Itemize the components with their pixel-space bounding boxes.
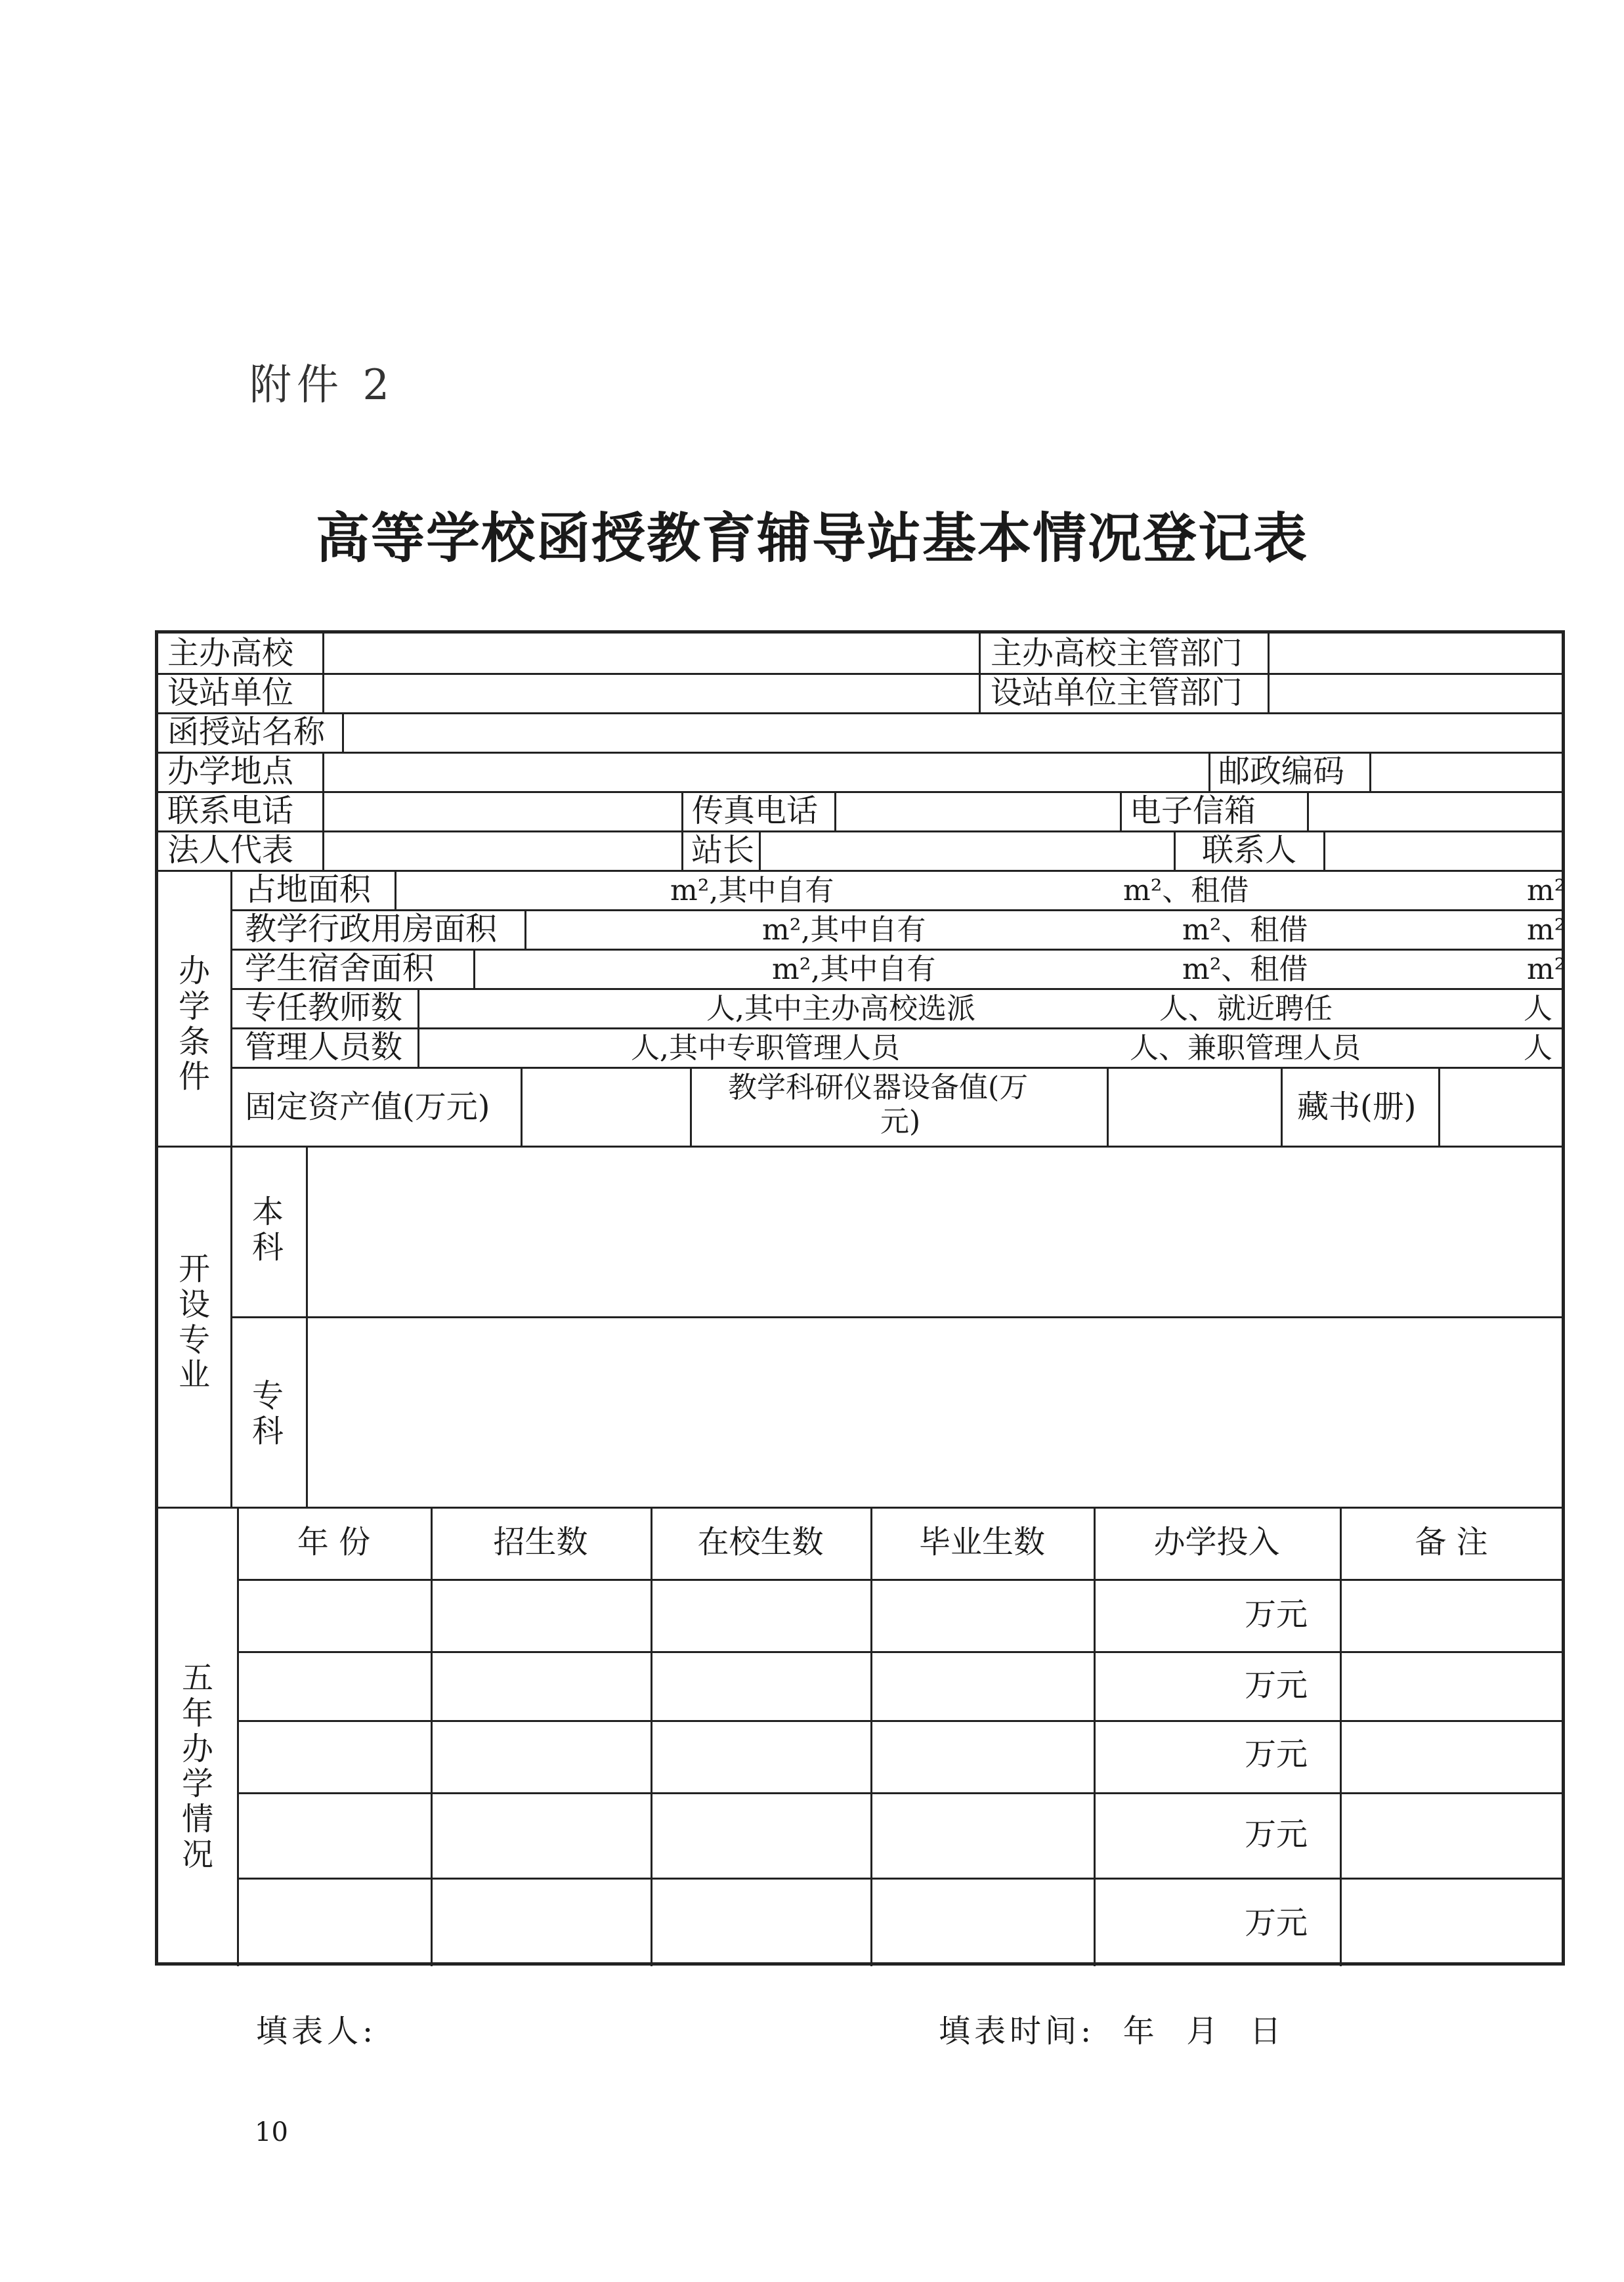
label-books: 藏书(册) — [1297, 1088, 1417, 1125]
unit-managers-full: 人,其中专职管理人员 — [631, 1031, 900, 1065]
label-undergrad: 本科 — [251, 1194, 284, 1266]
attachment-label: 附件 2 — [249, 361, 395, 410]
unit-own: m²,其中自有 — [670, 874, 834, 907]
col-remarks: 备 注 — [1415, 1524, 1488, 1561]
unit-wanyuan: 万元 — [1245, 1667, 1308, 1704]
col-students: 在校生数 — [697, 1524, 824, 1561]
unit-own: m²,其中自有 — [772, 953, 936, 986]
label-equipment-line2: 元) — [880, 1105, 921, 1138]
unit-rent: m²、租借 — [1123, 874, 1249, 907]
label-equipment-line1: 教学科研仪器设备值(万 — [728, 1071, 1029, 1104]
unit-teachers-local: 人、就近聘任 — [1159, 992, 1333, 1025]
col-enrollment: 招生数 — [493, 1524, 588, 1561]
unit-wanyuan: 万元 — [1245, 1816, 1308, 1853]
unit-wanyuan: 万元 — [1245, 1596, 1308, 1633]
label-postcode: 邮政编码 — [1218, 753, 1345, 790]
label-station-unit: 设站单位 — [167, 674, 294, 711]
label-email: 电子信箱 — [1130, 792, 1256, 829]
section-five-years: 五年办学情况 — [181, 1660, 213, 1873]
footer-time: 填表时间: 年 月 日 — [939, 2013, 1285, 2050]
label-managers: 管理人员数 — [245, 1029, 403, 1066]
unit-m2: m² — [1527, 874, 1566, 907]
unit-person: 人 — [1524, 992, 1552, 1025]
unit-managers-part: 人、兼职管理人员 — [1130, 1031, 1361, 1065]
unit-rent: m²、租借 — [1182, 953, 1308, 986]
label-teachers: 专任教师数 — [245, 989, 403, 1026]
unit-m2: m² — [1527, 953, 1566, 986]
label-address: 办学地点 — [167, 753, 294, 790]
label-host-school: 主办高校 — [167, 635, 294, 672]
col-graduates: 毕业生数 — [918, 1524, 1045, 1561]
form-title: 高等学校函授教育辅导站基本情况登记表 — [315, 507, 1308, 570]
footer-filler: 填表人: — [256, 2013, 377, 2050]
unit-m2: m² — [1527, 913, 1566, 947]
registration-table — [155, 630, 1565, 1966]
label-contact: 联系人 — [1202, 832, 1297, 869]
label-host-dept: 主办高校主管部门 — [991, 635, 1243, 672]
label-fixed-assets: 固定资产值(万元) — [245, 1088, 490, 1125]
label-fax: 传真电话 — [692, 792, 819, 829]
unit-wanyuan: 万元 — [1245, 1905, 1308, 1941]
label-land-area: 占地面积 — [245, 871, 372, 908]
section-conditions: 办学条件 — [178, 953, 210, 1096]
label-dorm-area: 学生宿舍面积 — [245, 950, 435, 987]
col-year: 年 份 — [297, 1524, 371, 1561]
label-station-name: 函授站名称 — [167, 714, 326, 750]
label-phone: 联系电话 — [167, 792, 294, 829]
label-teaching-area: 教学行政用房面积 — [245, 911, 498, 947]
unit-own: m²,其中自有 — [762, 913, 926, 947]
label-director: 站长 — [691, 832, 755, 869]
label-junior: 专科 — [251, 1377, 284, 1450]
col-investment: 办学投入 — [1153, 1524, 1280, 1561]
label-station-dept: 设站单位主管部门 — [991, 674, 1243, 711]
page-number: 10 — [255, 2117, 288, 2147]
unit-teachers-own: 人,其中主办高校选派 — [706, 992, 975, 1025]
unit-wanyuan: 万元 — [1245, 1736, 1308, 1773]
unit-rent: m²、租借 — [1182, 913, 1308, 947]
section-majors: 开设专业 — [178, 1251, 210, 1394]
unit-person: 人 — [1524, 1031, 1552, 1065]
label-legal-rep: 法人代表 — [167, 832, 294, 869]
